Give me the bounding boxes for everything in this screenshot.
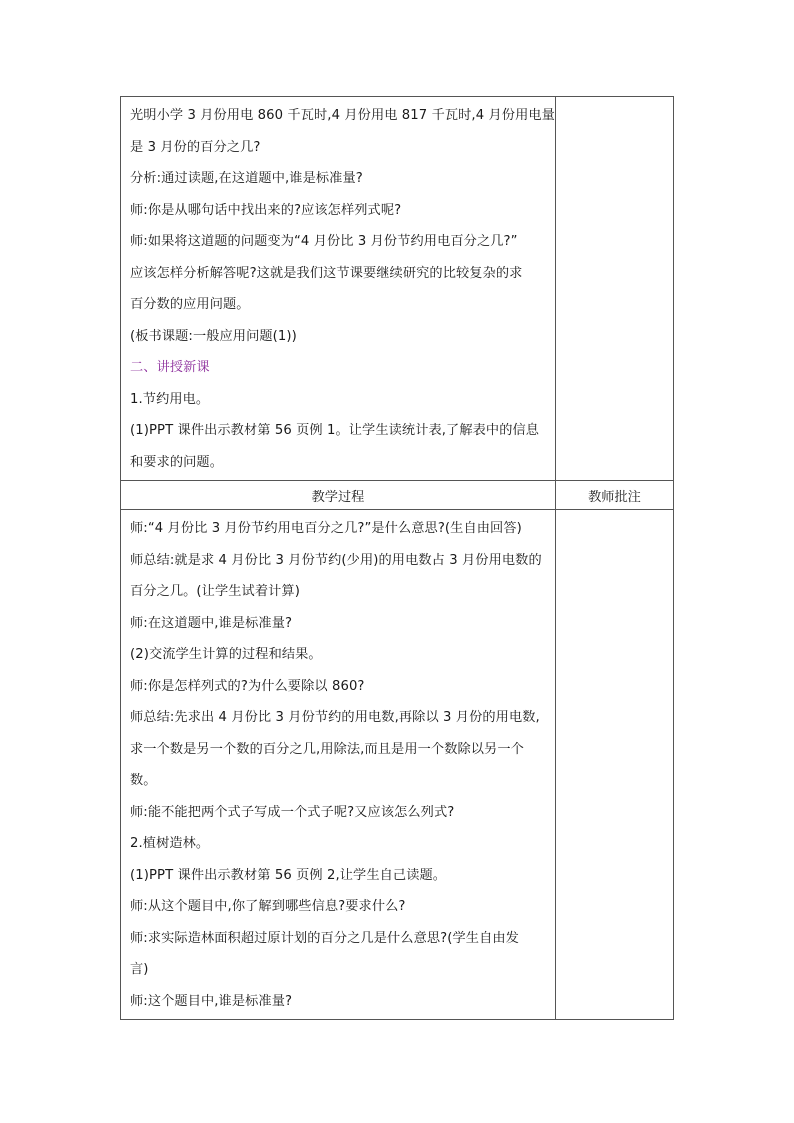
paragraph: 1.节约用电。 [130, 391, 210, 407]
bottom-content-row [121, 510, 674, 1020]
header-teacher-notes: 教师批注 [556, 481, 674, 510]
top-content-row [121, 97, 674, 481]
paragraph: (1)PPT 课件出示教材第 56 页例 1。让学生读统计表,了解表中的信息 [130, 423, 540, 438]
paragraph: 师总结:就是求 4 月份比 3 月份节约(少用)的用电数占 3 月份用电数的 [130, 552, 542, 568]
header-teaching-process: 教学过程 [121, 481, 556, 510]
paragraph: 师:你是从哪句话中找出来的?应该怎样列式呢? [130, 202, 402, 218]
section-heading: 二、讲授新课 [130, 360, 210, 375]
paragraph: 师:你是怎样列式的?为什么要除以 860? [130, 678, 365, 694]
header-row [121, 481, 674, 510]
paragraph: 和要求的问题。 [130, 454, 224, 470]
bottom-content-cell [121, 510, 556, 1020]
paragraph: 师:求实际造林面积超过原计划的百分之几是什么意思?(学生自由发 [130, 930, 519, 946]
bottom-notes-cell [556, 510, 674, 1020]
paragraph: 言) [130, 962, 149, 977]
paragraph: 求一个数是另一个数的百分之几,用除法,而且是用一个数除以另一个 [130, 741, 524, 757]
paragraph: 应该怎样分析解答呢?这就是我们这节课要继续研究的比较复杂的求 [130, 265, 523, 281]
paragraph: 师:如果将这道题的问题变为“4 月份比 3 月份节约用电百分之几?” [130, 234, 518, 249]
paragraph: 师总结:先求出 4 月份比 3 月份节约的用电数,再除以 3 月份的用电数, [130, 710, 540, 725]
paragraph: (1)PPT 课件出示教材第 56 页例 2,让学生自己读题。 [130, 867, 447, 883]
top-notes-cell [556, 97, 674, 481]
paragraph: (2)交流学生计算的过程和结果。 [130, 647, 322, 662]
paragraph: 数。 [130, 773, 157, 788]
paragraph: 师:从这个题目中,你了解到哪些信息?要求什么? [130, 899, 406, 914]
paragraph: 师:能不能把两个式子写成一个式子呢?又应该怎么列式? [130, 804, 455, 820]
paragraph: 2.植树造林。 [130, 836, 210, 851]
paragraph: 百分之几。(让学生试着计算) [130, 584, 300, 599]
paragraph: 分析:通过读题,在这道题中,谁是标准量? [130, 171, 363, 186]
paragraph: 师:“4 月份比 3 月份节约用电百分之几?”是什么意思?(生自由回答) [130, 521, 522, 536]
top-content-cell [121, 97, 556, 481]
lesson-table [120, 96, 674, 1020]
paragraph: 师:在这道题中,谁是标准量? [130, 615, 293, 631]
paragraph: 是 3 月份的百分之几? [130, 139, 261, 155]
paragraph: 师:这个题目中,谁是标准量? [130, 993, 293, 1009]
paragraph: 光明小学 3 月份用电 860 千瓦时,4 月份用电 817 千瓦时,4 月份用电量 [130, 108, 555, 123]
paragraph: (板书课题:一般应用问题(1)) [130, 328, 297, 344]
paragraph: 百分数的应用问题。 [130, 297, 250, 312]
